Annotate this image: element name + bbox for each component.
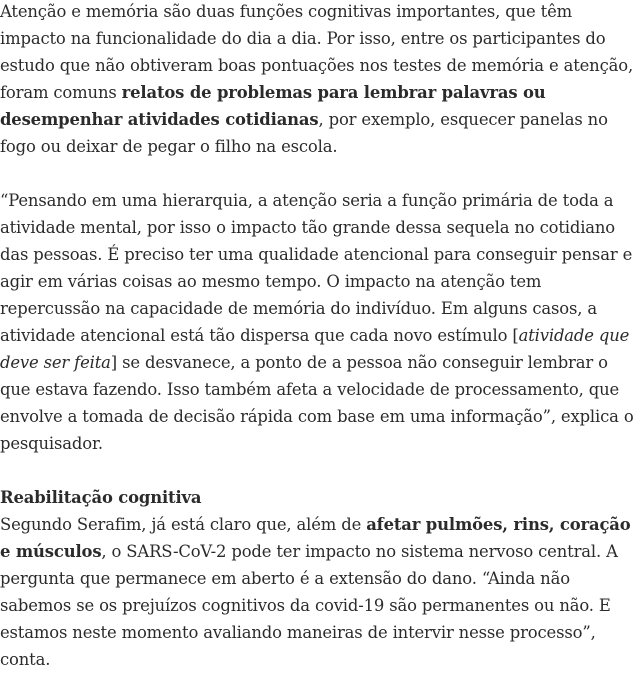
bold-highlight: afetar pulmões, rins, coração e músculos bbox=[0, 515, 631, 561]
heading-text: Reabilitação cognitiva bbox=[0, 488, 202, 507]
paragraph-text: , por exemplo, esquecer panelas no fogo ou deixar de pegar o filho na escola. bbox=[0, 110, 608, 156]
paragraph-text: ] se desvanece, a ponto de a pessoa não conseguir lembrar o que estava fazendo. Isso também afeta a velocidade de processamento, que envolve a tomada de decisão rápida com base em uma informação”, explica o pesquisador. bbox=[0, 353, 634, 453]
paragraph-text: , o SARS-CoV-2 pode ter impacto no sistema nervoso central. A pergunta que permanece em aberto é a extensão do dano. “Ainda não sabemos se os prejuízos cognitivos da covid-19 são permanentes ou não. E estamos neste momento avaliando maneiras de intervir nesse processo”, conta. bbox=[0, 542, 618, 669]
italic-note: atividade que deve ser feita bbox=[0, 326, 630, 372]
paragraph-quote-researcher bbox=[0, 187, 634, 457]
paragraph-spacer bbox=[0, 457, 634, 484]
paragraph-text: Segundo Serafim, já está claro que, além de bbox=[0, 515, 367, 534]
section-heading bbox=[0, 484, 634, 511]
paragraph-memory-attention bbox=[0, 0, 634, 160]
bold-highlight: relatos de problemas para lembrar palavras ou desempenhar atividades cotidianas bbox=[0, 83, 546, 129]
paragraph-text: Atenção e memória são duas funções cognitivas importantes, que têm impacto na funcionalidade do dia a dia. Por isso, entre os participantes do estudo que não obtiveram boas pontuações nos testes de memória e atenção, foram comuns bbox=[0, 2, 634, 102]
paragraph-spacer bbox=[0, 160, 634, 187]
paragraph-rehabilitation bbox=[0, 511, 634, 673]
paragraph-text: “Pensando em uma hierarquia, a atenção seria a função primária de toda a atividade mental, por isso o impacto tão grande dessa sequela no cotidiano das pessoas. É preciso ter uma qualidade atencional para conseguir pensar e agir em várias coisas ao mesmo tempo. O impacto na atenção tem repercussão na capacidade de memória do indivíduo. Em alguns casos, a atividade atencional está tão dispersa que cada novo estímulo [ bbox=[0, 191, 633, 345]
